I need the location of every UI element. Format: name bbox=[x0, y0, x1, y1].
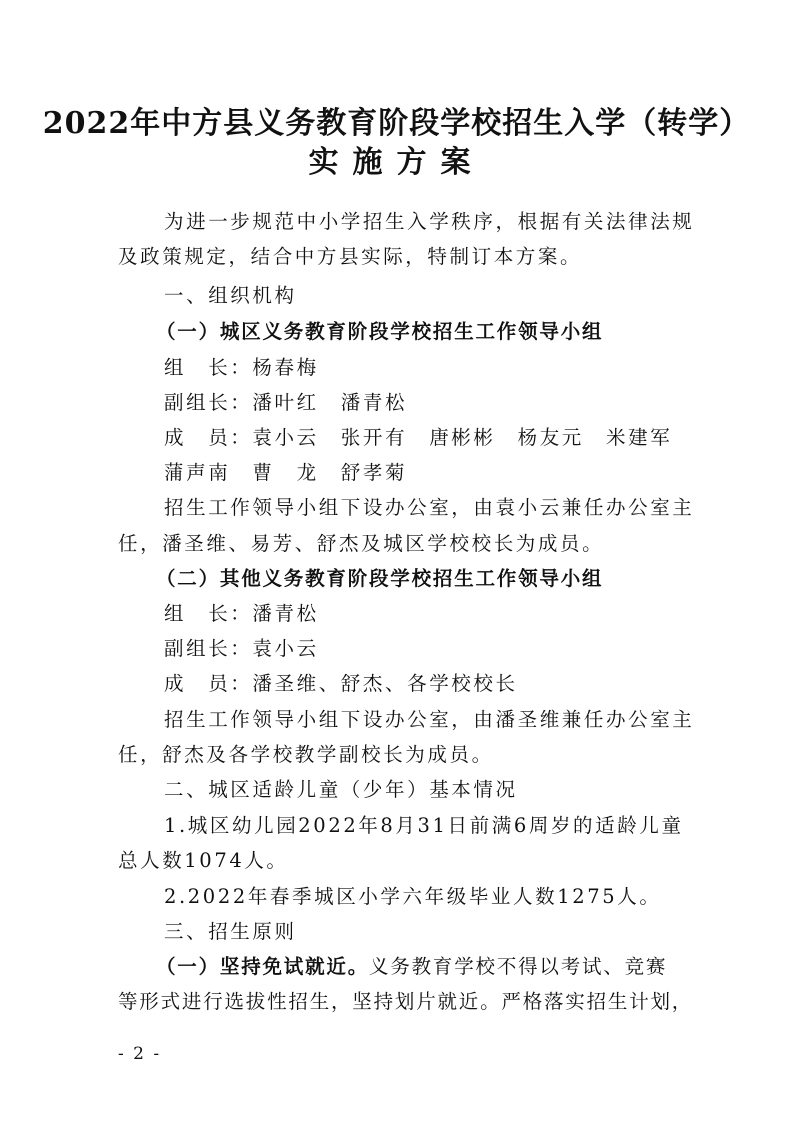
group1-leader: 组 长：杨春梅 bbox=[164, 356, 319, 379]
group2-heading: （二）其他义务教育阶段学校招生工作领导小组 bbox=[156, 567, 604, 590]
group2-office-line1: 招生工作领导小组下设办公室，由潘圣维兼任办公室主 bbox=[164, 708, 695, 731]
section2-item1-line2: 总人数1074人。 bbox=[118, 849, 289, 872]
group2-members: 成 员：潘圣维、舒杰、各学校校长 bbox=[164, 672, 518, 695]
group2-deputy: 副组长：袁小云 bbox=[164, 637, 319, 660]
group1-members-line2: 蒲声南 曹 龙 舒孝菊 bbox=[164, 461, 408, 484]
section3-p1-text: 义务教育学校不得以考试、竞赛 bbox=[369, 955, 668, 978]
group1-office-line2: 任，潘圣维、易芳、舒杰及城区学校校长为成员。 bbox=[118, 532, 605, 555]
document-title-line1: 2022年中方县义务教育阶段学校招生入学（转学） bbox=[42, 106, 751, 141]
section3-paragraph1-line2: 等形式进行选拔性招生，坚持划片就近。严格落实招生计划， bbox=[118, 990, 694, 1013]
group2-office-line2: 任，舒杰及各学校教学副校长为成员。 bbox=[118, 743, 494, 766]
page-number: - 2 - bbox=[118, 1044, 162, 1064]
document-title-line2: 实施方案 bbox=[308, 145, 485, 180]
section3-heading: 三、招生原则 bbox=[164, 920, 297, 943]
section3-p1-bold-lead: （一）坚持免试就近。 bbox=[156, 955, 370, 978]
section2-heading: 二、城区适龄儿童（少年）基本情况 bbox=[164, 778, 518, 801]
group1-heading: （一）城区义务教育阶段学校招生工作领导小组 bbox=[156, 320, 604, 343]
group1-office-line1: 招生工作领导小组下设办公室，由袁小云兼任办公室主 bbox=[164, 496, 695, 519]
section3-paragraph1-line1 bbox=[156, 953, 667, 981]
intro-line1: 为进一步规范中小学招生入学秩序，根据有关法律法规 bbox=[164, 210, 695, 233]
section1-heading: 一、组织机构 bbox=[164, 284, 297, 307]
group2-leader: 组 长：潘青松 bbox=[164, 602, 319, 625]
group1-members-line1: 成 员：袁小云 张开有 唐彬彬 杨友元 米建军 bbox=[164, 426, 673, 449]
section2-item2: 2.2022年春季城区小学六年级毕业人数1275人。 bbox=[164, 885, 662, 908]
intro-line2: 及政策规定，结合中方县实际，特制订本方案。 bbox=[118, 245, 583, 268]
group1-deputy: 副组长：潘叶红 潘青松 bbox=[164, 391, 408, 414]
section2-item1-line1: 1.城区幼儿园2022年8月31日前满6周岁的适龄儿童 bbox=[164, 814, 684, 837]
